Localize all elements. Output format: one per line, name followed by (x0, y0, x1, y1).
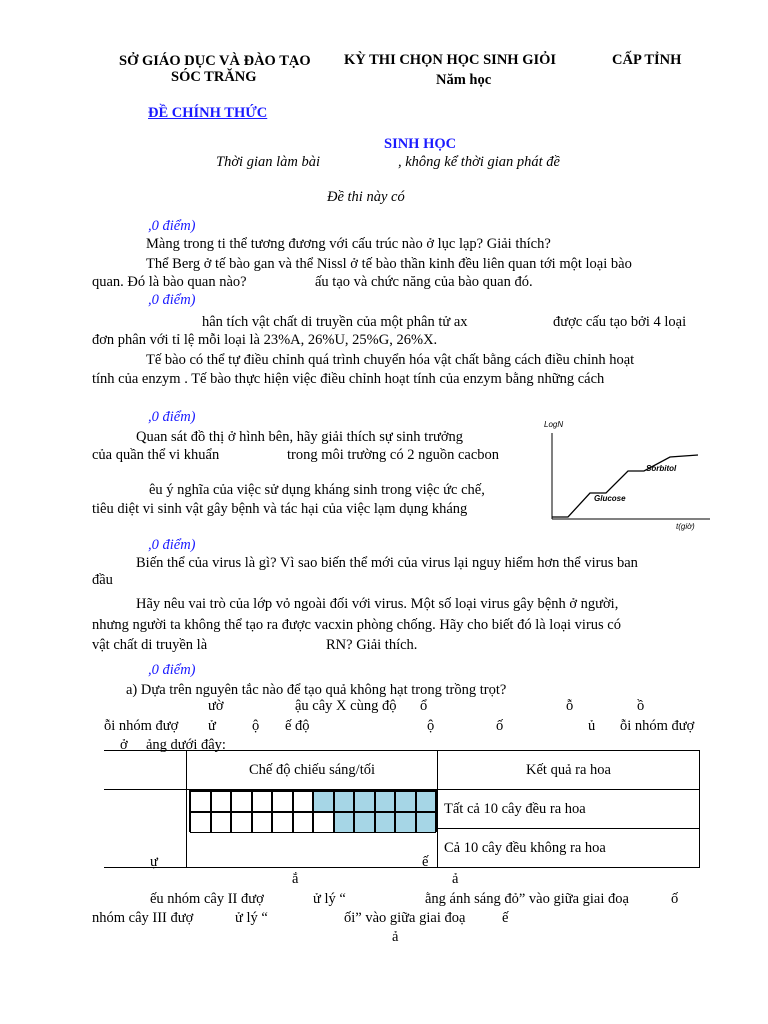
light-interval (375, 812, 396, 833)
light-interval (354, 791, 375, 812)
fragment: ằng ánh sáng đỏ” vào giữa giai đoạ (425, 891, 629, 907)
fragment: ự (150, 854, 158, 870)
table-header-cell (438, 751, 700, 790)
question-3-line: trong môi trường có 2 nguồn cacbon (287, 447, 500, 463)
fragment: ỗ (566, 698, 574, 714)
dark-interval (231, 812, 252, 833)
question-2-line: được cấu tạo bởi 4 loại (553, 314, 687, 330)
table-header-cell (187, 751, 438, 790)
question-2-line: đơn phân với tỉ lệ mỗi loại là 23%A, 26%U, 25%G, 26%X. (92, 332, 438, 348)
question-4-line: Hãy nêu vai trò của lớp vỏ ngoài đối với virus. Một số loại virus gây bệnh ở người, (136, 596, 619, 612)
question-3-line: êu ý nghĩa của việc sử dụng kháng sinh trong việc ức chế, (149, 482, 485, 498)
series-sorbitol-label: Sorbitol (646, 464, 677, 473)
question-4-line: Biến thể của virus là gì? Vì sao biến thể mới của virus lại nguy hiểm hơn thể virus ban (136, 555, 638, 571)
fragment: ỗi nhóm đượ (620, 718, 695, 734)
graph-x-label: t(giờ) (676, 522, 695, 531)
fragment: ườ (208, 698, 224, 714)
dark-interval (252, 812, 273, 833)
result-cell (438, 790, 700, 829)
result-cell (438, 829, 700, 868)
fragment: ộ (427, 718, 435, 734)
table-row (104, 790, 700, 829)
department-name: SỞ GIÁO DỤC VÀ ĐÀO TẠO (119, 53, 311, 69)
fragment: ắ (292, 871, 299, 887)
light-interval (313, 791, 334, 812)
exam-level: CẤP TỈNH (612, 52, 682, 68)
fragment: ỗi nhóm đượ (104, 718, 179, 734)
fragment: ối” vào giữa giai đoạ (344, 910, 466, 926)
time-label: Thời gian làm bài (216, 154, 321, 170)
dark-interval (211, 812, 232, 833)
question-4-line: nhưng người ta không thể tạo ra được vacxin phòng chống. Hãy cho biết đó là loại virus có (92, 617, 621, 633)
question-2-score: ,0 điểm) (148, 292, 196, 308)
dark-interval (231, 791, 252, 812)
light-interval (375, 791, 396, 812)
question-4-line: đầu (92, 572, 113, 588)
result-all-flower: Tất cả 10 cây đều ra hoa (444, 800, 586, 817)
fragment: ổ (420, 698, 428, 714)
light-interval (395, 791, 416, 812)
dark-interval (190, 791, 211, 812)
growth-curve-graph (538, 413, 718, 531)
fragment: ộ (252, 718, 260, 734)
dark-interval (190, 812, 211, 833)
province-name: SÓC TRĂNG (171, 69, 257, 85)
table-cell (104, 751, 187, 790)
light-pattern-grid (189, 790, 437, 832)
light-pattern-cell (187, 790, 438, 868)
header-flowering-result: Kết quả ra hoa (526, 761, 611, 778)
question-4-score: ,0 điểm) (148, 537, 196, 553)
fragment: ảng dưới đây: (146, 737, 226, 753)
fragment: ố (671, 891, 679, 907)
dark-interval (211, 791, 232, 812)
fragment: ở (120, 737, 128, 753)
fragment: ậu cây X cùng độ (295, 698, 397, 714)
light-interval (354, 812, 375, 833)
question-2-line: Tế bào có thể tự điều chỉnh quá trình chuyển hóa vật chất bằng cách điều chỉnh hoạt (146, 352, 635, 368)
series-glucose-label: Glucose (594, 494, 626, 503)
question-3-line: tiêu diệt vi sinh vật gây bệnh và tác hại của việc lạm dụng kháng (92, 501, 468, 517)
question-2-line: hân tích vật chất di truyền của một phân tử ax (202, 314, 468, 330)
fragment: ố (496, 718, 504, 734)
official-label: ĐỀ CHÍNH THỨC (148, 105, 268, 121)
question-4-line: RN? Giải thích. (326, 637, 418, 653)
fragment: ế độ (285, 718, 310, 734)
fragment: ế (422, 854, 429, 870)
question-3-score: ,0 điểm) (148, 409, 196, 425)
fragment: ủ (588, 718, 596, 734)
dark-interval (293, 812, 314, 833)
graph-y-label: LogN (544, 420, 564, 429)
question-2-line: tính của enzym . Tế bào thực hiện việc điều chỉnh hoạt tính của enzym bằng những cách (92, 371, 605, 387)
question-1-line: Thể Berg ở tế bào gan và thể Nissl ở tế bào thần kinh đều liên quan tới một loại bào (146, 256, 632, 272)
light-interval (416, 791, 437, 812)
question-1-score: ,0 điểm) (148, 218, 196, 234)
fragment: ồ (637, 698, 645, 714)
dark-interval (313, 812, 334, 833)
question-3-line: Quan sát đồ thị ở hình bên, hãy giải thích sự sinh trưởng (136, 429, 464, 445)
light-interval (416, 812, 437, 833)
fragment: ử (208, 718, 216, 734)
school-year: Năm học (436, 72, 492, 88)
light-interval (334, 791, 355, 812)
page-count: Đề thi này có (327, 189, 405, 205)
dark-interval (272, 812, 293, 833)
question-3-line: của quần thể vi khuẩn (92, 447, 220, 463)
light-regime-table (104, 750, 700, 868)
question-1-line: Màng trong ti thể tương đương với cấu trúc nào ở lục lạp? Giải thích? (146, 236, 551, 252)
subject-name: SINH HỌC (384, 136, 457, 152)
dark-interval (293, 791, 314, 812)
question-4-line: vật chất di truyền là (92, 637, 208, 653)
fragment: ếu nhóm cây II đượ (150, 891, 264, 907)
question-5-score: ,0 điểm) (148, 662, 196, 678)
table-cell (104, 790, 187, 868)
time-note: , không kể thời gian phát đề (398, 154, 560, 170)
exam-title: KỲ THI CHỌN HỌC SINH GIỎI (344, 52, 557, 68)
result-none-flower: Cả 10 cây đều không ra hoa (444, 839, 606, 856)
fragment: nhóm cây III đượ (92, 910, 194, 926)
dark-interval (252, 791, 273, 812)
fragment: ử lý “ (313, 891, 346, 907)
question-1-line: quan. Đó là bào quan nào? (92, 274, 247, 290)
dark-interval (272, 791, 293, 812)
fragment: ả (452, 871, 459, 887)
question-1-line: ấu tạo và chức năng của bào quan đó. (315, 274, 533, 290)
question-5-part-a: a) Dựa trên nguyên tắc nào để tạo quả không hạt trong trồng trọt? (126, 682, 507, 698)
fragment: ế (502, 910, 509, 926)
header-light-regime: Chế độ chiếu sáng/tối (248, 761, 376, 778)
table-header-row (104, 751, 700, 790)
fragment: ả (392, 929, 399, 945)
light-interval (334, 812, 355, 833)
fragment: ử lý “ (235, 910, 268, 926)
light-interval (395, 812, 416, 833)
